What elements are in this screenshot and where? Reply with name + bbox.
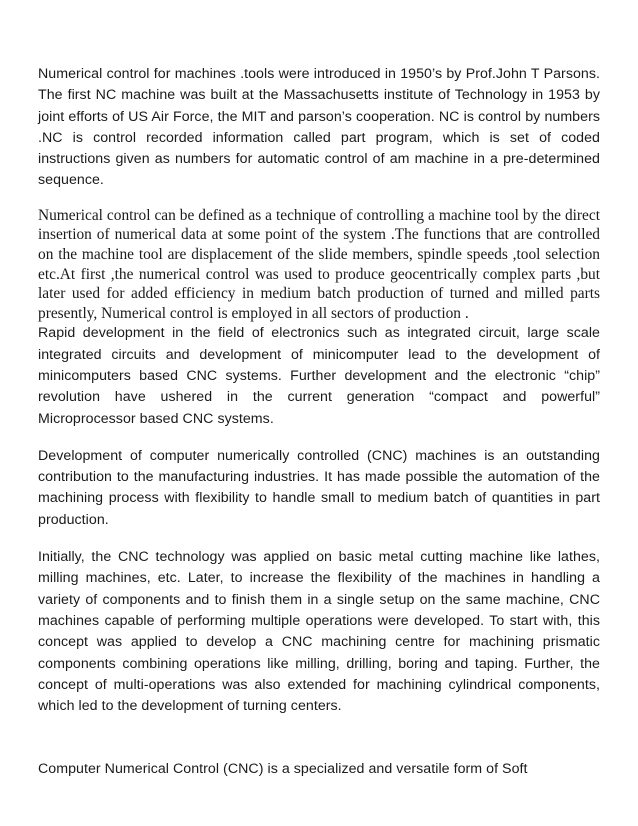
paragraph-nc-history: Numerical control for machines .tools were introduced in 1950’s by Prof.John T Parsons. The first NC machine was built at the Massachusetts institute of Technology in 1953 by joint efforts of US Air Force, the MIT and parson’s cooperation. NC is control by numbers .NC is control recorded information called part program, which is set of coded instructions given as numbers for automatic control of am machine in a pre-determined sequence. (38, 66, 600, 189)
paragraph-nc-definition: Numerical control can be defined as a technique of controlling a machine tool by the direct insertion of numerical data at some point of the system .The functions that are controlled on the machine tool are displacement of the slide members, spindle speeds ,tool selection etc.At first ,the numerical control was used to produce geocentrically complex parts ,but later used for added efficiency in medium batch production of turned and milled parts presently, Numerical control is employed in all sectors of production . (38, 206, 600, 322)
paragraph-electronics-development: Rapid development in the field of electronics such as integrated circuit, large scale integrated circuits and development of minicomputer lead to the development of minicomputers based CNC systems. Further development and the electronic “chip” revolution have ushered in the current generation “compact and powerful” Microprocessor based CNC systems. (38, 325, 600, 427)
paragraph-cnc-intro-truncated: Computer Numerical Control (CNC) is a specialized and versatile form of Soft (38, 761, 528, 778)
document-page (38, 64, 600, 781)
paragraph-cnc-multi-operations: Initially, the CNC technology was applied on basic metal cutting machine like lathes, milling machines, etc. Later, to increase the flexibility of the machines in handling a variety of components and to finish them in a single setup on the same machine, CNC machines capable of performing multiple operations were developed. To start with, this concept was applied to develop a CNC machining centre for machining prismatic components combining operations like milling, drilling, boring and taping. Further, the concept of multi-operations was also extended for machining cylindrical components, which led to the development of turning centers. (38, 549, 600, 715)
paragraph-cnc-contribution: Development of computer numerically controlled (CNC) machines is an outstanding contribution to the manufacturing industries. It has made possible the automation of the machining process with flexibility to handle small to medium batch of quantities in part production. (38, 447, 600, 528)
